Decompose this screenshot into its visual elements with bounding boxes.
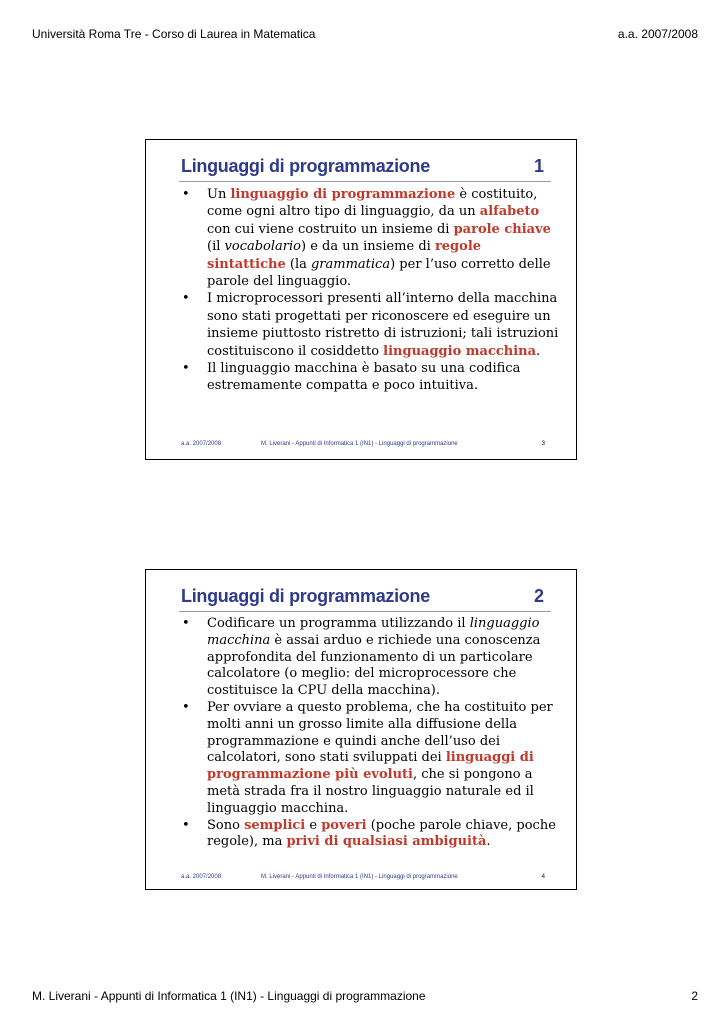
title-divider [179, 181, 551, 182]
bullet-item [179, 290, 559, 360]
keyword-linguaggio-di-programmazione: linguaggio di programmazione [230, 187, 456, 202]
keyword-parole-chiave: parole chiave [453, 221, 551, 237]
bullet-text: (il [207, 239, 225, 255]
page-header-left: Università Roma Tre - Corso di Laurea in Matematica [32, 27, 316, 41]
keyword-poveri: poveri [321, 817, 367, 833]
slide-footer-page: 3 [541, 441, 545, 447]
bullet-item [179, 818, 559, 852]
slide-footer-title: M. Liverani - Appunti di Informatica 1 (IN1) - Linguaggi di programmazione [261, 441, 458, 447]
title-divider [179, 611, 551, 612]
keyword-privi-di-ambiguita: privi di qualsiasi ambiguità [286, 834, 487, 850]
keyword-linguaggio-macchina: linguaggio macchina [383, 343, 537, 359]
bullet-list [179, 186, 559, 395]
bullet-icon: • [182, 361, 190, 377]
bullet-text: . [486, 834, 491, 850]
bullet-text: è assai arduo e richiede una conoscenza approfondita del funzionamento di un particolare calcolatore (o meglio: del microprocessore che costituisce la CPU della macchina). [207, 632, 541, 699]
bullet-icon: • [182, 817, 190, 833]
bullet-item [179, 186, 559, 290]
italic-linguaggio-macchina: linguaggio macchina [207, 616, 540, 648]
keyword-regole-sintattiche: regole sintattiche [207, 239, 482, 272]
bullet-text: Un [207, 187, 231, 202]
slide-1 [145, 139, 577, 460]
bullet-icon: • [182, 616, 190, 631]
bullet-list [179, 616, 559, 851]
slide-title: Linguaggi di programmazione [181, 586, 430, 606]
keyword-semplici: semplici [244, 817, 306, 833]
bullet-text: Per ovviare a questo problema, che ha costituito per molti anni un grosso limite alla diffusione della programmazione e quindi anche dell’uso dei calcolatori, sono stati sviluppati dei [207, 699, 553, 766]
slide-footer-year: a.a. 2007/2008 [181, 441, 222, 447]
bullet-text: ) e da un insieme di [301, 239, 435, 255]
page-header-right: a.a. 2007/2008 [617, 27, 698, 41]
slide-footer-title: M. Liverani - Appunti di Informatica 1 (IN1) - Linguaggi di programmazione [261, 874, 458, 880]
page-footer-left: M. Liverani - Appunti di Informatica 1 (IN1) - Linguaggi di programmazione [32, 989, 426, 1003]
slide-title: Linguaggi di programmazione [181, 156, 430, 176]
keyword-alfabeto: alfabeto [479, 204, 540, 220]
keyword-linguaggi-evoluti: linguaggi di programmazione più evoluti [207, 750, 534, 783]
bullet-text: e [305, 817, 322, 833]
bullet-item [179, 616, 559, 700]
bullet-text: Sono [207, 817, 245, 833]
bullet-text: I microprocessori presenti all’interno della macchina sono stati progettati per riconoscere ed eseguire un insieme piuttosto ristretto di istruzioni; tali istruzioni costituiscono il cosiddetto [207, 291, 559, 359]
italic-vocabolario: vocabolario [224, 239, 301, 255]
bullet-icon: • [182, 187, 190, 202]
slide-footer-page: 4 [541, 874, 545, 880]
bullet-text: (la [285, 256, 311, 272]
bullet-text: è costituito, come ogni altro tipo di linguaggio, da un [207, 187, 538, 220]
bullet-text: Codificare un programma utilizzando il [207, 616, 470, 631]
bullet-text: , che si pongono a metà strada fra il nostro linguaggio naturale ed il linguaggio macchina. [207, 767, 534, 816]
italic-grammatica: grammatica [310, 256, 391, 272]
bullet-item [179, 360, 559, 395]
bullet-text: ) per l’uso corretto delle parole del linguaggio. [207, 256, 551, 290]
bullet-icon: • [182, 291, 190, 307]
slide-number: 2 [533, 586, 544, 606]
bullet-icon: • [182, 699, 190, 715]
bullet-text: con cui viene costruito un insieme di [207, 221, 454, 237]
slide-2 [145, 569, 577, 890]
slide-number: 1 [533, 156, 544, 176]
slide-footer-year: a.a. 2007/2008 [181, 874, 222, 880]
bullet-text: (poche parole chiave, poche regole), ma [207, 817, 556, 850]
bullet-text: . [536, 343, 541, 359]
bullet-item [179, 700, 559, 818]
page-number: 2 [691, 989, 698, 1003]
bullet-text: Il linguaggio macchina è basato su una codifica estremamente compatta e poco intuitiva. [207, 361, 521, 394]
